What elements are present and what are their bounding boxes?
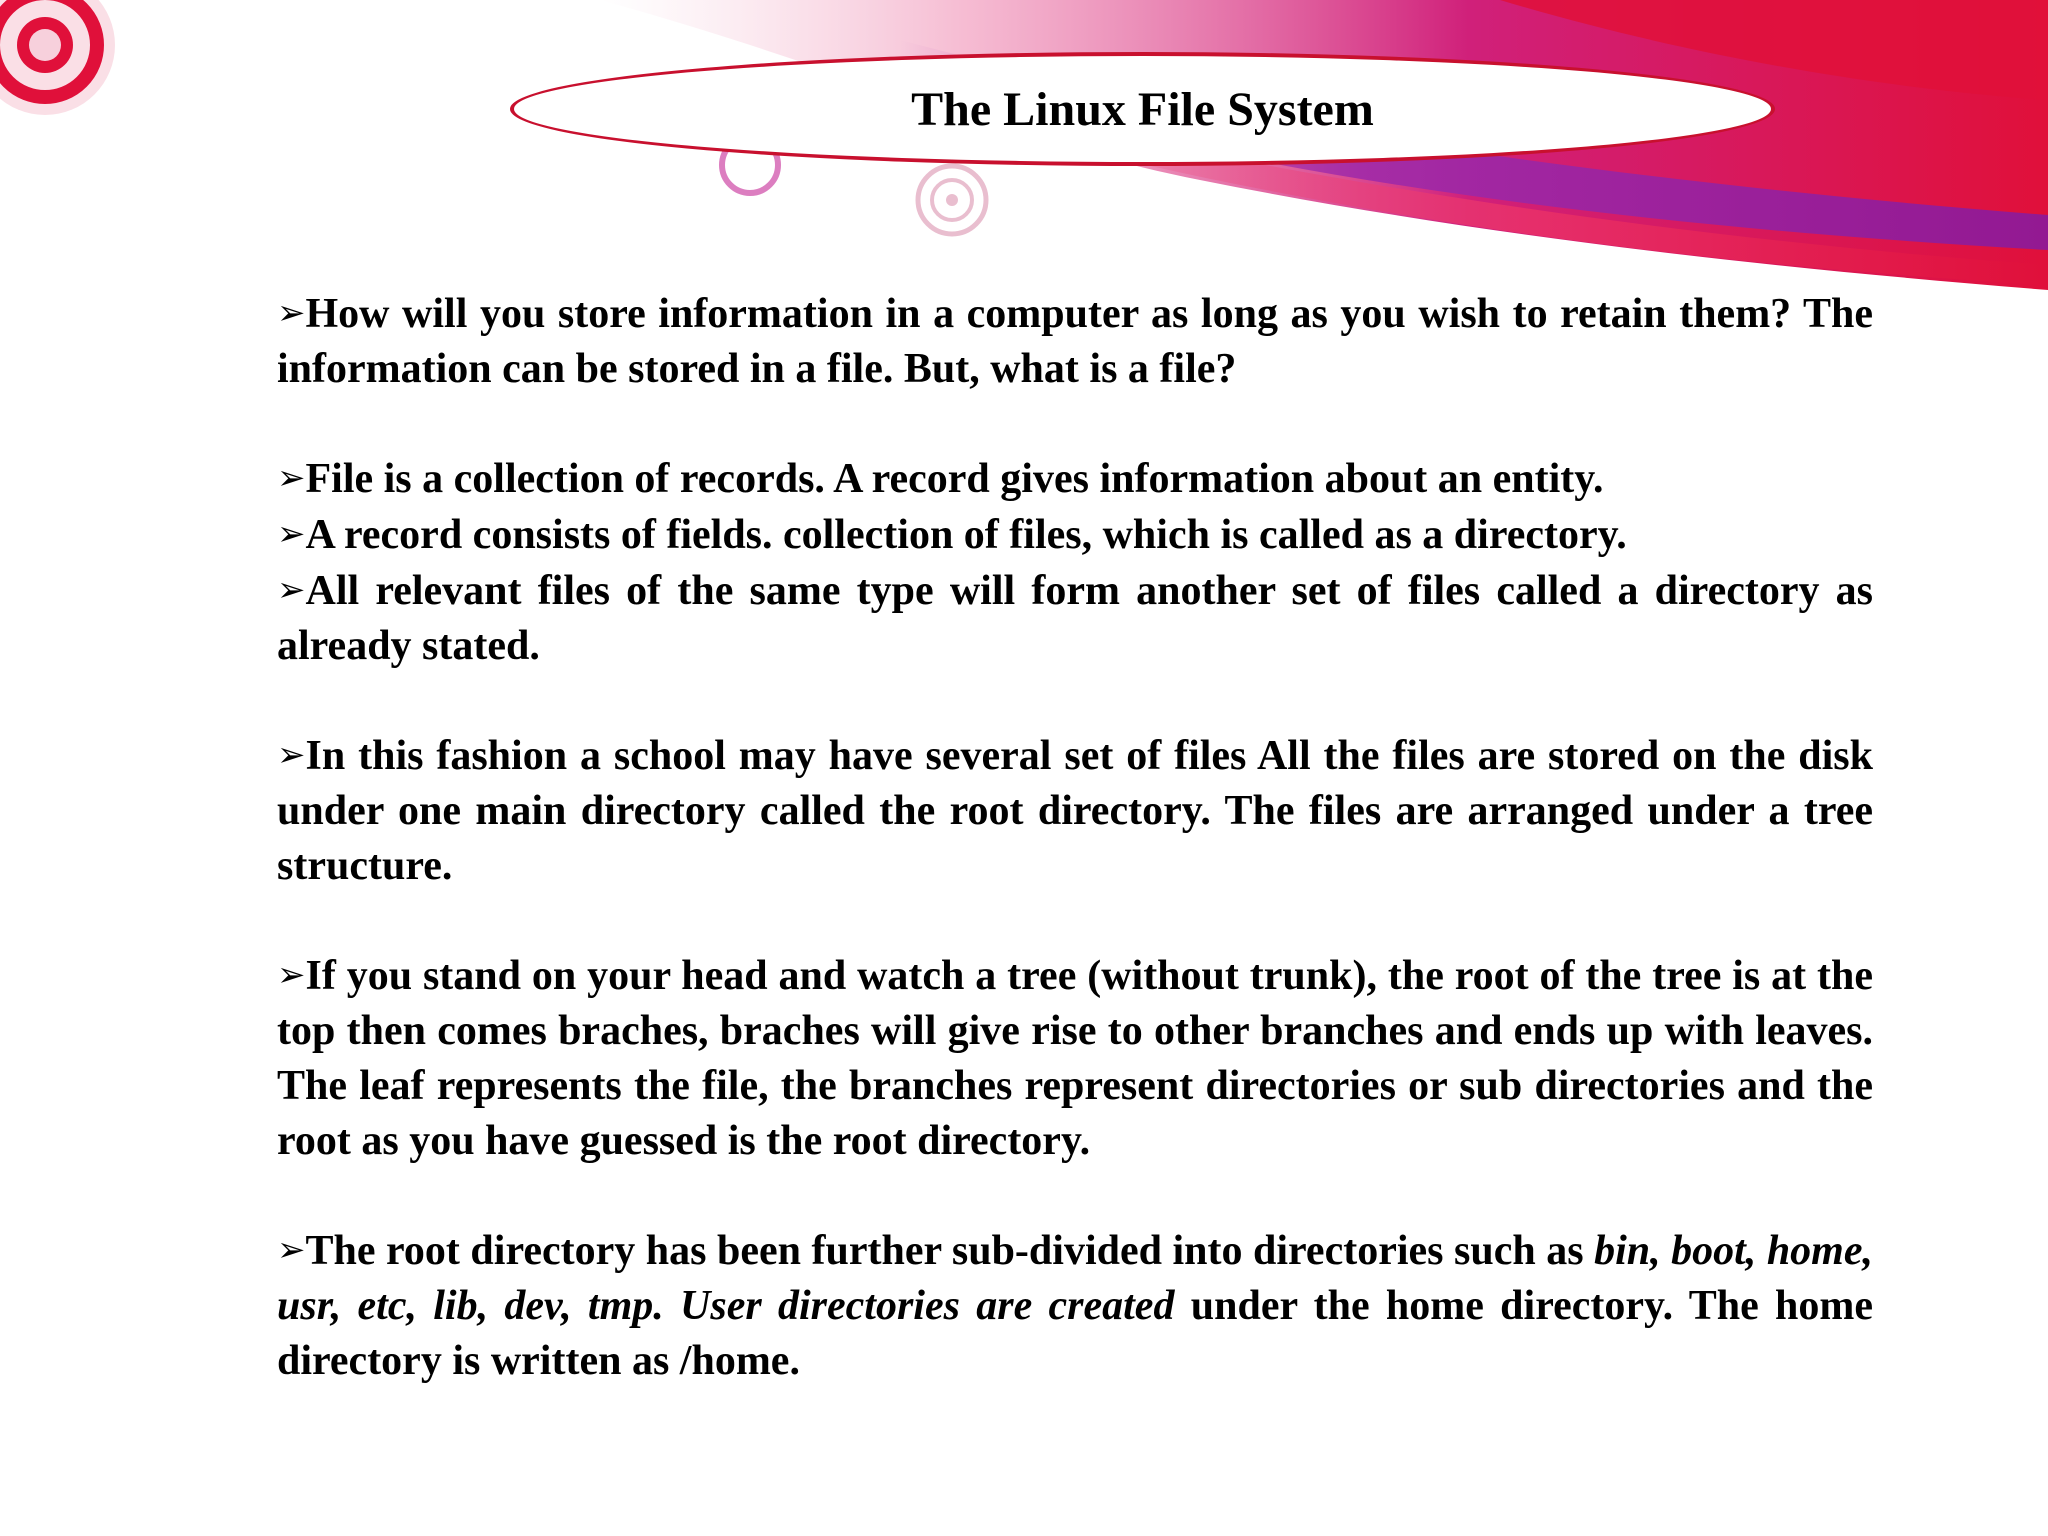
arrow-bullet-icon: ➢ — [277, 293, 306, 333]
bullet-paragraph — [277, 728, 1873, 894]
bullet-paragraph — [277, 451, 1873, 507]
bullet-text: File is a collection of records. A record gives information about an entity. — [305, 456, 1604, 502]
target-circle-icon — [0, 0, 115, 115]
arrow-bullet-icon: ➢ — [277, 735, 306, 775]
bullet-text: How will you store information in a computer as long as you wish to retain them? The information can be stored in a file. But, what is a file? — [277, 291, 1873, 392]
arrow-bullet-icon: ➢ — [277, 458, 306, 498]
bullet-text: All relevant files of the same type will form another set of files called a directory as already stated. — [277, 568, 1873, 669]
arrow-bullet-icon: ➢ — [277, 570, 306, 610]
title-banner — [510, 52, 1775, 166]
bullet-text: In this fashion a school may have several set of files All the files are stored on the disk under one main directory called the root directory. The files are arranged under a tree structure. — [277, 733, 1873, 889]
arrow-bullet-icon: ➢ — [277, 1230, 306, 1270]
bullet-text: under the home directory. The home directory is written as /home. — [277, 1283, 1873, 1384]
arrow-bullet-icon: ➢ — [277, 514, 306, 554]
arrow-bullet-icon: ➢ — [277, 955, 306, 995]
bullet-text: A record consists of fields. collection of files, which is called as a directory. — [305, 512, 1627, 558]
bullet-paragraph — [277, 948, 1873, 1169]
bullet-paragraph — [277, 1223, 1873, 1389]
bullet-text: If you stand on your head and watch a tree (without trunk), the root of the tree is at the top then comes braches, braches will give rise to other branches and ends up with leaves. The leaf represents the file, the branches represent directories or sub directories and the root as you have guessed is the root directory. — [277, 953, 1873, 1164]
bullet-text-italic: bin, boot, home, usr, etc, lib, dev, tmp. User directories are created — [277, 1228, 1873, 1329]
slide-body — [277, 286, 1873, 1389]
slide-title: The Linux File System — [911, 82, 1374, 136]
bullet-paragraph — [277, 286, 1873, 397]
bullet-paragraph — [277, 507, 1873, 563]
bullet-paragraph — [277, 563, 1873, 674]
bullet-text: The root directory has been further sub-divided into directories such as — [305, 1228, 1595, 1274]
